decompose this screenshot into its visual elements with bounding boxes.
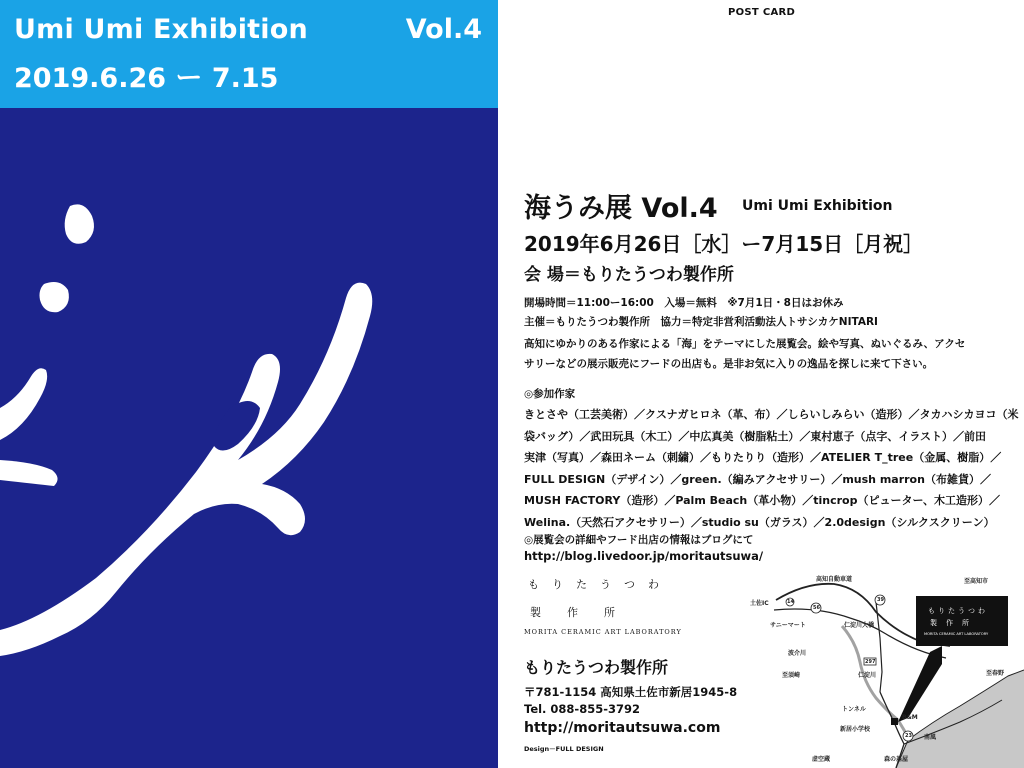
- route-14-label: 14: [787, 599, 794, 605]
- artists-line: FULL DESIGN（デザイン）／green.（編みアクセサリー）／mush marron（布雑貨）／: [524, 472, 991, 486]
- venue-line: 会 場＝もりたうつわ製作所: [524, 265, 734, 285]
- route-56-label: 56: [813, 605, 820, 611]
- label-tosa-ic: 土佐IC: [750, 600, 769, 607]
- label-to-kochi: 至高知市: [964, 578, 989, 585]
- description-line: サリーなどの展示販売にフードの出店も。是非お気に入りの逸品を探しに来て下さい。: [524, 358, 934, 370]
- map-callout-arrow: [898, 646, 942, 722]
- calligraphy-stroke-left-upper: [0, 368, 47, 440]
- callout-english: MORITA CERAMIC ART LABORATORY: [924, 632, 989, 636]
- blog-note: ◎展覧会の詳細やフード出店の情報はブログにて: [524, 534, 754, 546]
- header-band: [0, 0, 498, 108]
- postcard-label: POST CARD: [728, 7, 796, 18]
- description-line: 高知にゆかりのある作家による「海」をテーマにした展覧会。絵や写真、ぬいぐるみ、アクセ: [524, 338, 966, 350]
- artists-line: きとさや（工芸美術）／クスナガヒロネ（革、布）／しらいしみらい（造形）／タカハシカヨコ（米: [524, 408, 1019, 421]
- label-mori: 森の基屋: [884, 756, 909, 763]
- label-expressway: 高知自動車道: [816, 576, 853, 583]
- route-297-label: 297: [865, 659, 876, 665]
- route-23-label: 23: [905, 733, 912, 739]
- exhibition-dates: 2019.6.26 ー 7.15: [14, 63, 279, 94]
- calligraphy-dot-upper: [65, 204, 94, 243]
- postcard-back: [506, 0, 1024, 768]
- studio-name: もりたうつわ製作所: [524, 658, 669, 677]
- label-niyodo-river: 仁淀川: [858, 672, 877, 679]
- title-japanese: 海うみ展 Vol.4: [524, 193, 718, 224]
- calligraphy-artwork: [0, 108, 498, 768]
- label-tunnel: トンネル: [842, 706, 866, 713]
- label-bm: B&M: [902, 714, 918, 721]
- design-credit: Design－FULL DESIGN: [524, 745, 604, 753]
- hours-line: 開場時間＝11:00ー16:00 入場＝無料 ※7月1日・8日はお休み: [524, 297, 844, 309]
- logo-kana: もりたうつわ: [528, 578, 672, 591]
- calligraphy-stroke-main: [0, 283, 372, 656]
- volume-label: Vol.4: [405, 14, 482, 45]
- artists-list: [524, 404, 1019, 534]
- exhibition-title: Umi Umi Exhibition: [14, 14, 308, 45]
- description: [524, 334, 994, 374]
- label-yakushi: 虚空蔵: [812, 756, 831, 763]
- label-sunny-mart: サニーマート: [770, 622, 806, 629]
- label-niyodo-bridge: 仁淀川大橋: [844, 622, 875, 629]
- artists-line: 袋バッグ）／武田玩具（木工）／中広真美（樹脂粘土）／東村恵子（点字、イラスト）／前田: [524, 429, 986, 443]
- calligraphy-dot-lower: [40, 282, 69, 312]
- artists-line: 実津（写真）／森田ネーム（刺繍）／もりたりり（造形）／ATELIER T_tree（金属、樹脂）／: [524, 451, 1002, 465]
- callout-kana: もりたうつわ: [928, 607, 988, 615]
- calligraphy-stroke-loop: [214, 401, 260, 451]
- calligraphy-stroke-left-lower: [0, 460, 58, 486]
- label-to-susaki: 至須崎: [782, 672, 801, 679]
- blog-url[interactable]: http://blog.livedoor.jp/moritautsuwa/: [524, 549, 764, 563]
- label-school: 新居小学校: [840, 726, 871, 733]
- logo-kanji: 製作所: [530, 606, 641, 619]
- artists-heading: ◎参加作家: [524, 388, 576, 400]
- studio-website[interactable]: http://moritautsuwa.com: [524, 720, 721, 736]
- studio-address: 〒781-1154 高知県土佐市新居1945-8: [524, 685, 738, 699]
- navy-panel: [0, 108, 498, 768]
- organizer-line: 主催＝もりたうつわ製作所 協力＝特定非営利活動法人トサシカケNITARI: [524, 316, 878, 328]
- map-venue-callout: [916, 596, 1008, 646]
- title-english: Umi Umi Exhibition: [742, 198, 893, 214]
- artists-line: MUSH FACTORY（造形）／Palm Beach（革小物）／tincrop（ピューター、木工造形）／: [524, 494, 1001, 508]
- map-river: [842, 626, 910, 740]
- artists-line: Welina.（天然石アクセサリー）／studio su（ガラス）／2.0design（シルクスクリーン）: [524, 515, 995, 529]
- callout-kanji: 製作所: [930, 619, 978, 627]
- label-minamikaze: 南風: [924, 734, 937, 741]
- exhibition-date-line: 2019年6月26日［水］ー7月15日［月祝］: [524, 232, 924, 256]
- logo-english: MORITA CERAMIC ART LABORATORY: [524, 628, 682, 636]
- route-39-label: 39: [877, 597, 884, 603]
- postcard-front: [0, 0, 498, 768]
- studio-tel: Tel. 088-855-3792: [524, 702, 640, 716]
- label-to-harumi: 至春野: [986, 670, 1005, 677]
- venue-marker: [891, 718, 898, 725]
- label-hatano: 波介川: [788, 650, 807, 657]
